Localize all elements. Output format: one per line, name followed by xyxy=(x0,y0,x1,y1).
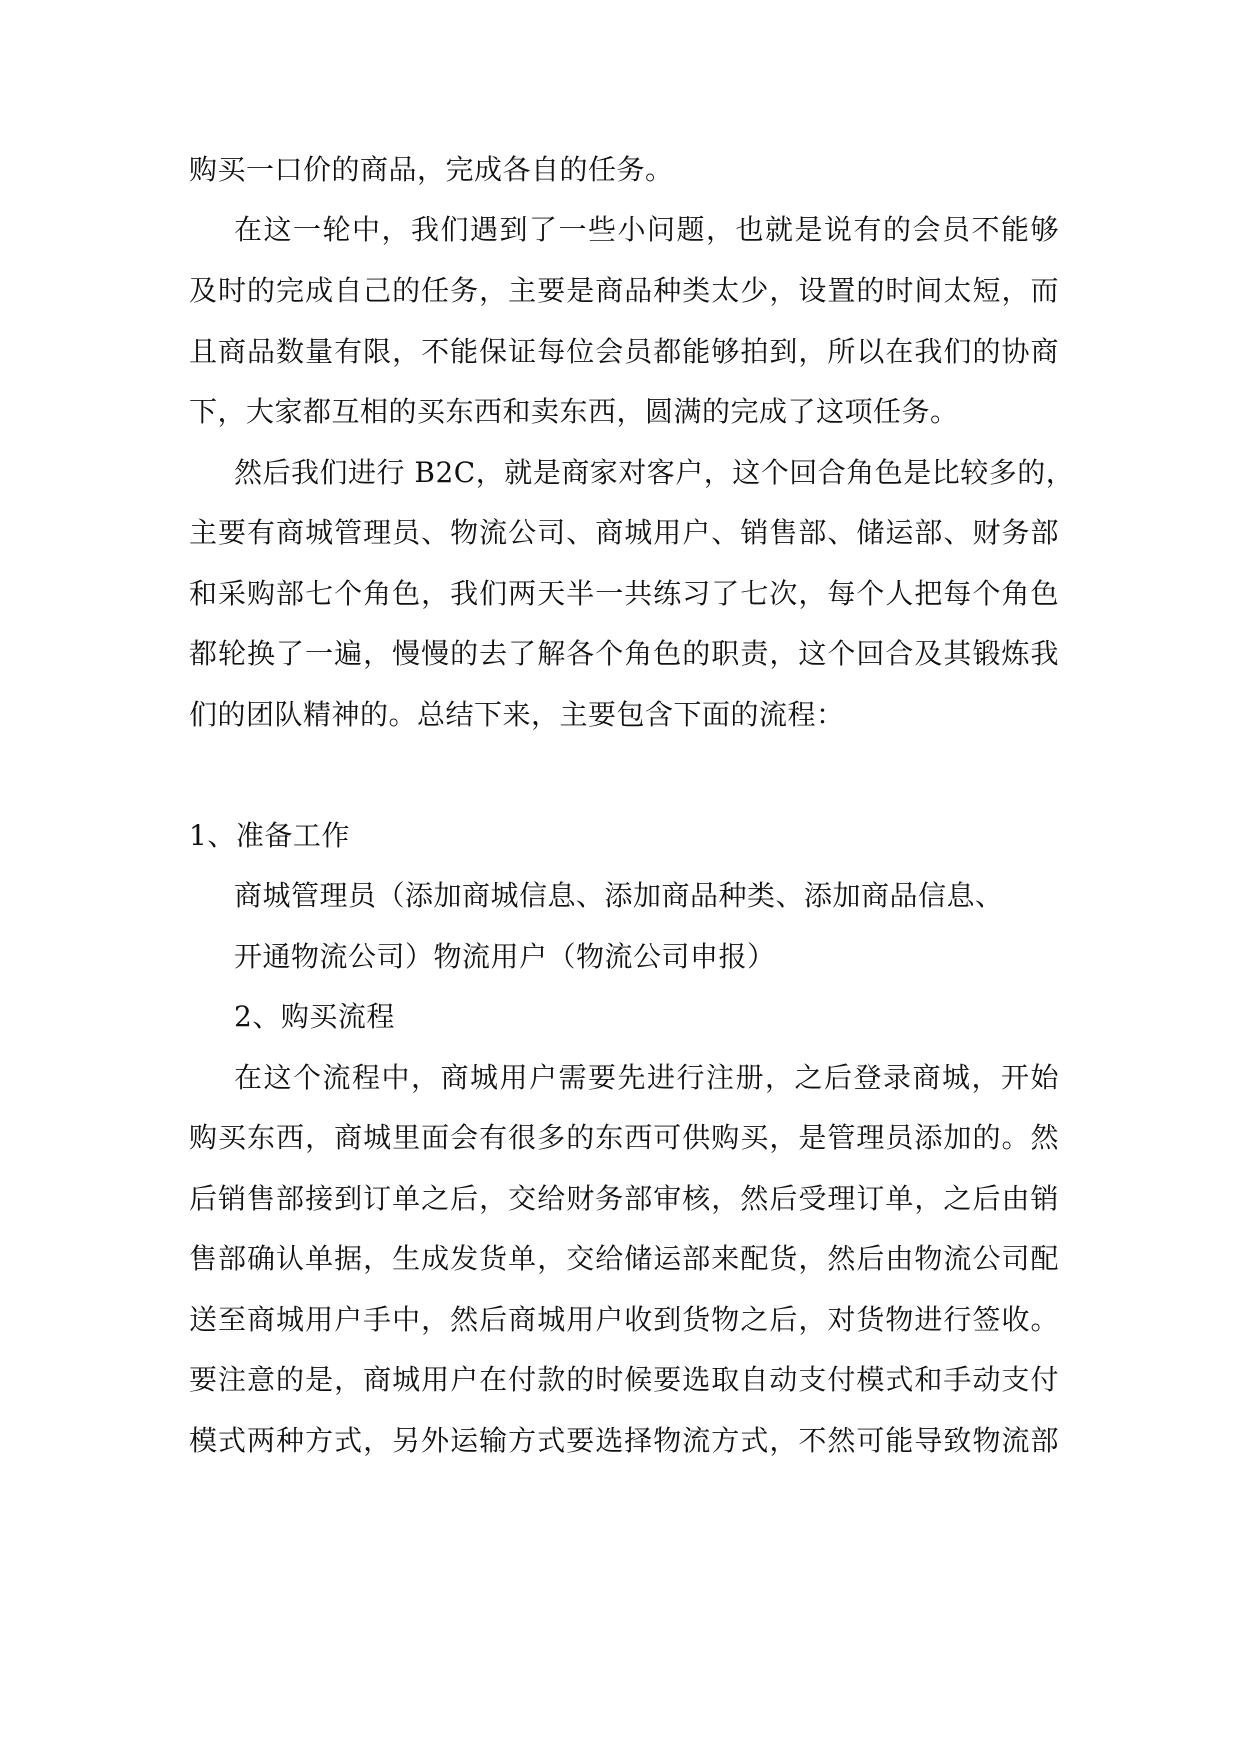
section-heading: 2、购买流程 xyxy=(234,1000,395,1033)
text-line: 购买一口价的商品，完成各自的任务。 xyxy=(189,153,674,186)
text-line: 要注意的是，商城用户在付款的时候要选取自动支付模式和手动支付 xyxy=(189,1363,1059,1396)
text-line: 下，大家都互相的买东西和卖东西，圆满的完成了这项任务。 xyxy=(189,395,959,428)
text-line: 商城管理员（添加商城信息、添加商品种类、添加商品信息、 xyxy=(234,879,1004,912)
text-line: 购买东西，商城里面会有很多的东西可供购买，是管理员添加的。然 xyxy=(189,1121,1059,1154)
text-line: 模式两种方式，另外运输方式要选择物流方式，不然可能导致物流部 xyxy=(189,1424,1059,1457)
paragraph-first-line: 然后我们进行 B2C，就是商家对客户，这个回合角色是比较多的， xyxy=(234,456,1075,489)
paragraph-first-line: 在这一轮中，我们遇到了一些小问题，也就是说有的会员不能够 xyxy=(234,213,1059,246)
text-line: 们的团队精神的。总结下来，主要包含下面的流程： xyxy=(189,698,845,731)
text-line: 送至商城用户手中，然后商城用户收到货物之后，对货物进行签收。 xyxy=(189,1303,1059,1336)
section-heading: 1、准备工作 xyxy=(189,819,350,852)
paragraph-first-line: 在这个流程中，商城用户需要先进行注册，之后登录商城，开始 xyxy=(234,1061,1059,1094)
text-line: 主要有商城管理员、物流公司、商城用户、销售部、储运部、财务部 xyxy=(189,516,1059,549)
text-line: 且商品数量有限，不能保证每位会员都能够拍到，所以在我们的协商 xyxy=(189,335,1059,368)
text-line: 和采购部七个角色，我们两天半一共练习了七次，每个人把每个角色 xyxy=(189,577,1059,610)
text-line: 及时的完成自己的任务，主要是商品种类太少，设置的时间太短，而 xyxy=(189,274,1059,307)
text-line: 后销售部接到订单之后，交给财务部审核，然后受理订单，之后由销 xyxy=(189,1182,1059,1215)
text-line: 都轮换了一遍，慢慢的去了解各个角色的职责，这个回合及其锻炼我 xyxy=(189,637,1059,670)
text-line: 开通物流公司）物流用户（物流公司申报） xyxy=(234,940,776,973)
text-line: 售部确认单据，生成发货单，交给储运部来配货，然后由物流公司配 xyxy=(189,1242,1059,1275)
